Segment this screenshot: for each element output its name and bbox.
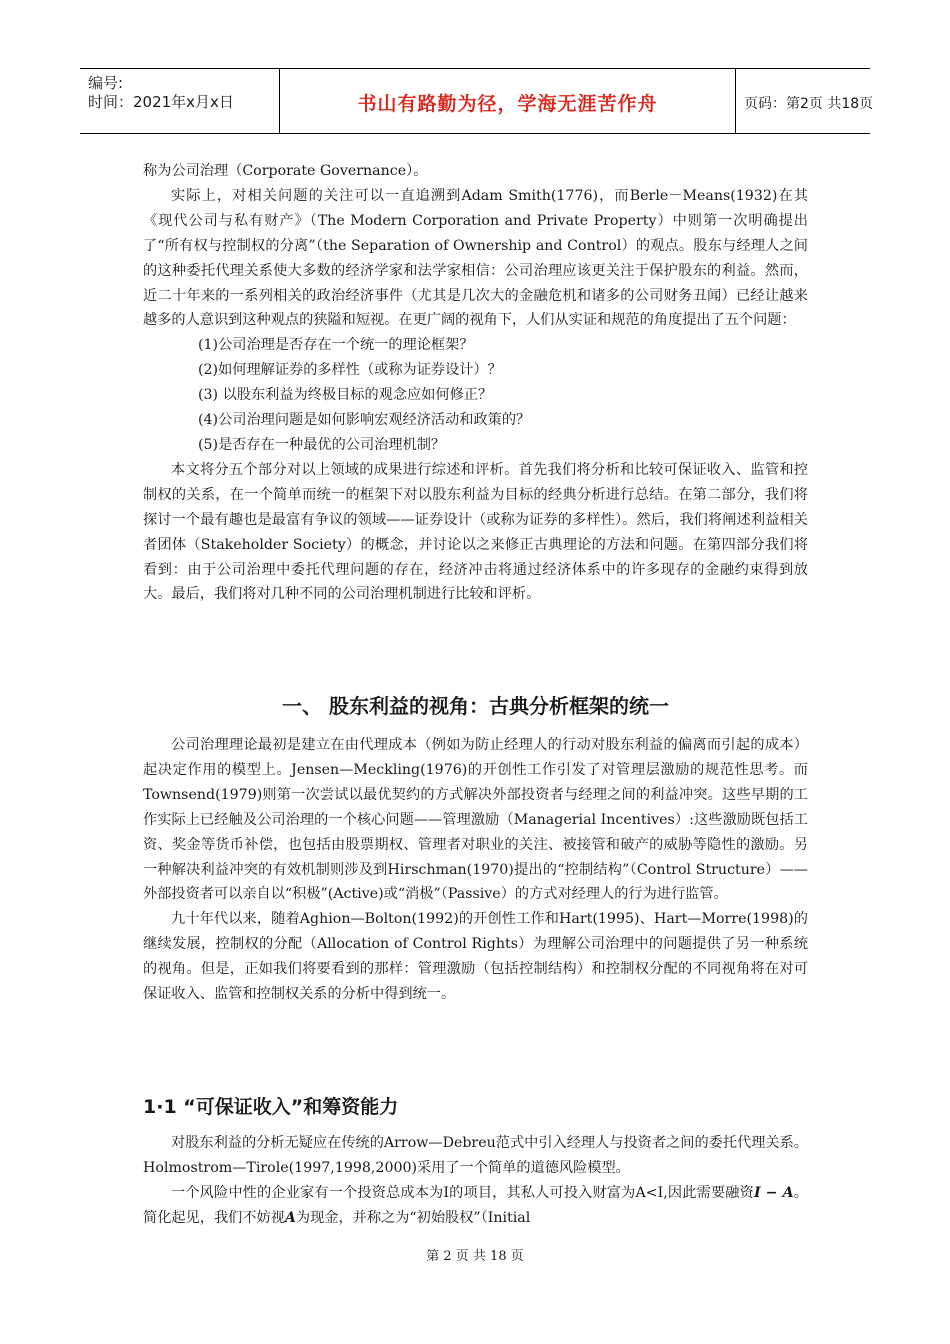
header-page-number: 页码：第2页 共18页 xyxy=(744,96,874,112)
math-i-minus-a: I − A xyxy=(753,1184,794,1201)
header-motto: 书山有路勤为径，学海无涯苦作舟 xyxy=(357,93,658,115)
question-3: (3) 以股东利益为终极目标的观念应如何修正？ xyxy=(198,387,493,404)
paragraph-agency-cost: 公司治理理论最初是建立在由代理成本（例如为防止经理人的行动对股东利益的偏离而引起的成本）起决定作用的模型上。Jensen—Meckling(1976)的开创性工作引发了对管理层激励的规范性思考。而Townsend(1979)则第一次尝试以最优契约的方式解决外部投资者与经理之间的利益冲突。这些早期的工作实际上已经触及公司治理的一个核心问题——管理激励（Managerial Incentives）:这些激励既包括工资、奖金等货币补偿，也包括由股票期权、管理者对职业的关注、被接管和破产的威胁等隐性的激励。另一种解决利益冲突的有效机制则涉及到Hirschman(1970)提出的“控制结构”（Control Structure）——外部投资者可以亲自以“积极”(Active)或“消极”（Passive）的方式对经理人的行为进行监管。 xyxy=(143,737,808,903)
header-meta-cell xyxy=(80,69,280,133)
subsection-1-1-body xyxy=(143,1131,808,1231)
paragraph-arrow-debreu: 对股东利益的分析无疑应在传统的Arrow—Debreu范式中引入经理人与投资者之间的委托代理关系。Holmostrom—Tirole(1997,1998,2000)采用了一个简单的道德风险模型。 xyxy=(143,1135,808,1176)
section-1-title: 一、 股东利益的视角：古典分析框架的统一 xyxy=(282,694,669,718)
entrepreneur-text-a: 一个风险中性的企业家有一个投资总成本为I的项目，其私人可投入财富为A<I,因此需要融资 xyxy=(171,1184,754,1201)
paragraph-history: 实际上，对相关问题的关注可以一直追溯到Adam Smith(1776)，而Berle－Means(1932)在其《现代公司与私有财产》（The Modern Corporation and Private Property）中则第一次明确提出了“所有权与控制权的分离”（the Separation of Ownership and Control）的观点。股东与经理人之间的这种委托代理关系使大多数的经济学家和法学家相信：公司治理应该更关注于保护股东的利益。然而，近二十年来的一系列相关的政治经济事件（尤其是几次大的金融危机和诸多的公司财务丑闻）已经让越来越多的人意识到这种观点的狭隘和短视。在更广阔的视角下，人们从实证和规范的角度提出了五个问题： xyxy=(143,187,808,329)
page-footer: 第 2 页 共 18 页 xyxy=(426,1249,524,1264)
intro-block xyxy=(143,159,808,607)
header-page-cell xyxy=(736,69,874,133)
paragraph-entrepreneur xyxy=(143,1181,808,1231)
question-1: (1)公司治理是否存在一个统一的理论框架？ xyxy=(198,337,474,354)
entrepreneur-text-c: 为现金，并称之为“初始股权”（Initial xyxy=(295,1209,531,1226)
paragraph-outline: 本文将分五个部分对以上领域的成果进行综述和评析。首先我们将分析和比较可保证收入、监管和控制权的关系，在一个简单而统一的框架下对以股东利益为目标的经典分析进行总结。在第二部分，我们将探讨一个最有趣也是最富有争议的领域——证券设计（或称为证券的多样性）。然后，我们将阐述利益相关者团体（Stakeholder Society）的概念，并讨论以之来修正古典理论的方法和问题。在第四部分我们将看到：由于公司治理中委托代理问题的存在，经济冲击将通过经济体系中的许多现存的金融约束得到放大。最后，我们将对几种不同的公司治理机制进行比较和评析。 xyxy=(143,461,808,603)
math-a: A xyxy=(284,1209,296,1226)
paragraph-corporate-governance: 称为公司治理（Corporate Governance）。 xyxy=(143,163,428,179)
question-4: (4)公司治理问题是如何影响宏观经济活动和政策的？ xyxy=(198,412,531,429)
section-1-body xyxy=(143,733,808,1007)
header-motto-cell xyxy=(280,69,736,133)
header-table xyxy=(80,68,874,134)
entrepreneur-text-b: 。简化起见，我们不妨视 xyxy=(143,1184,808,1226)
paragraph-control-rights: 九十年代以来，随着Aghion—Bolton(1992)的开创性工作和Hart(1995)、Hart—Morre(1998)的继续发展，控制权的分配（Allocation of Control Rights）为理解公司治理中的问题提供了另一种系统的视角。但是，正如我们将要看到的那样：管理激励（包括控制结构）和控制权分配的不同视角将在对可保证收入、监管和控制权关系的分析中得到统一。 xyxy=(143,911,808,1003)
question-2: (2)如何理解证券的多样性（或称为证券设计）？ xyxy=(198,362,502,379)
doc-time-label: 时间：2021年x月x日 xyxy=(88,93,234,111)
question-5: (5)是否存在一种最优的公司治理机制？ xyxy=(198,436,446,453)
subsection-1-1-title: 1·1 “可保证收入”和筹资能力 xyxy=(143,1096,399,1118)
doc-id-label: 编号: xyxy=(88,74,124,92)
